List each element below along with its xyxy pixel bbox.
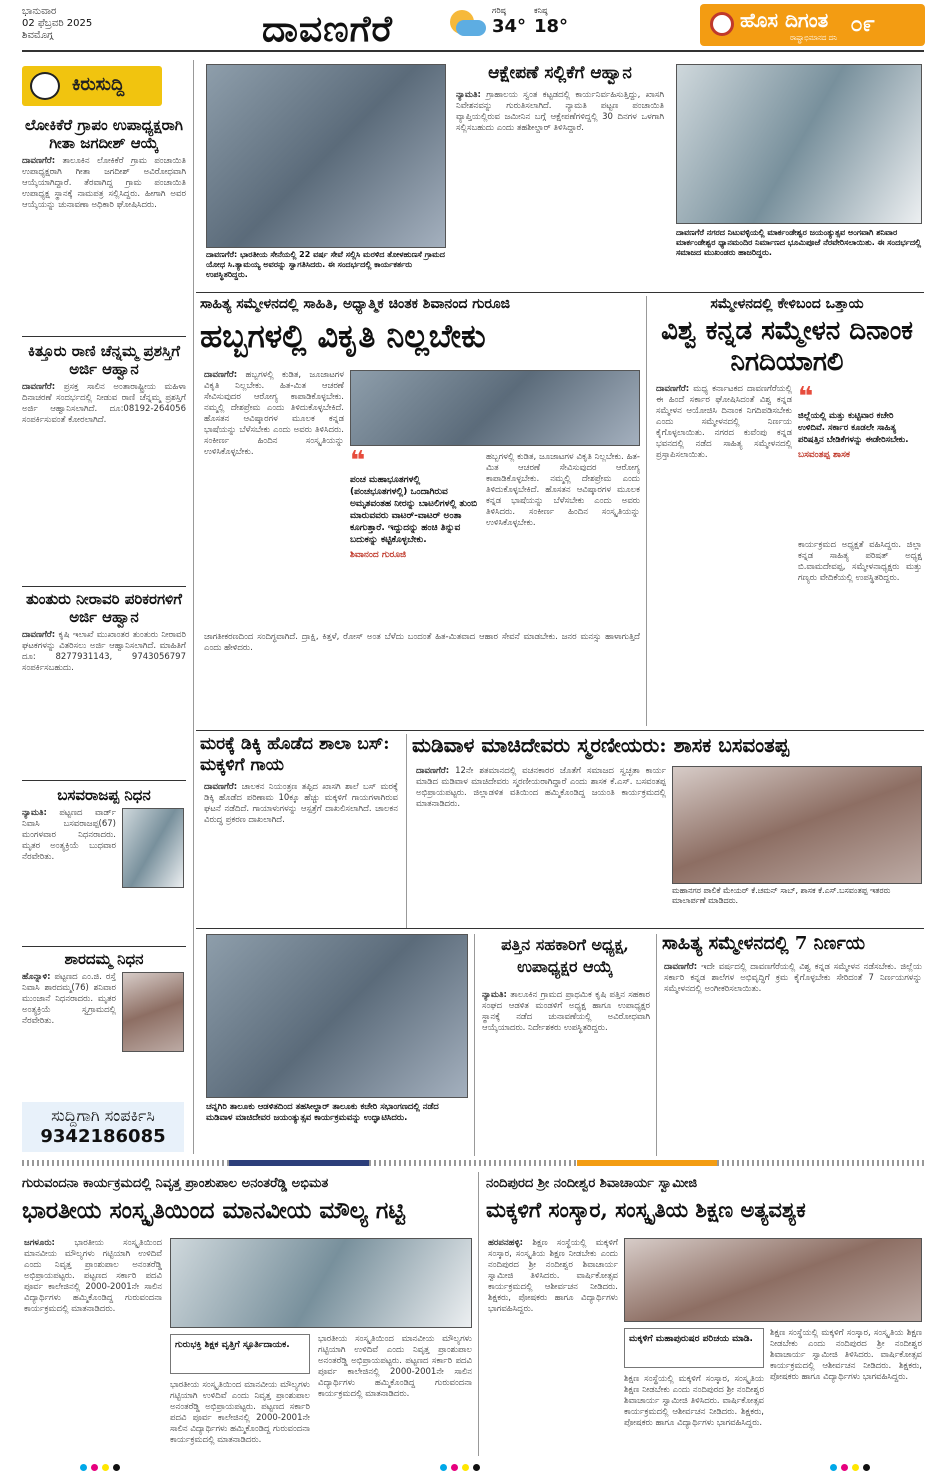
hand-pointer-icon bbox=[30, 72, 60, 100]
portrait-photo bbox=[122, 972, 184, 1052]
brand-logo bbox=[700, 4, 925, 46]
brief-body: ತಾಲೂಕಿನ ಲೋಕಿಕೆರೆ ಗ್ರಾಮ ಪಂಚಾಯಿತಿ ಉಪಾಧ್ಯಕ್ಷರಾಗಿ ಗೀತಾ ಜಗದೀಶ್ ಅವಿರೋಧವಾಗಿ ಆಯ್ಕೆಯಾಗಿದ್ದಾರೆ. ತೆರವಾಗಿದ್ದ ಗ್ರಾಮ ಪಂಚಾಯಿತಿ ಉಪಾಧ್ಯಕ್ಷ ಸ್ಥಾನಕ್ಕೆ ನಾಮಪತ್ರ ಸಲ್ಲಿಸಿದ್ದರು. ಹೀಗಾಗಿ ಅವರ ಆಯ್ಕೆಯನ್ನು ಚುನಾವಣಾ ಅಧಿಕಾರಿ ಘೋಷಿಸಿದರು. bbox=[22, 156, 186, 210]
pull-quote: ❝ ಜಿಲ್ಲೆಯಲ್ಲಿ ಮತ್ತು ಕುಟ್ಟಿವಾರ ಕಚೇರಿ ಉಳಿದಿವೆ. ಸರ್ಕಾರ ಕೂಡಲೇ ಸಾಹಿತ್ಯ ಪರಿಷತ್ತಿನ ಬೇಡಿಕೆಗಳನ್ನು ಈಡೇರಿಸಬೇಕು. ಬಸವಂತಪ್ಪ ಶಾಸಕ bbox=[798, 384, 922, 534]
contact-box bbox=[22, 1102, 184, 1152]
brief-body: ಪ್ರಸಕ್ತ ಸಾಲಿನ ಅಂತಾರಾಷ್ಟ್ರೀಯ ಮಹಿಳಾ ದಿನಾಚರಣೆ ಸಂದರ್ಭದಲ್ಲಿ ನೀಡುವ ರಾಣಿ ಚೆನ್ನಮ್ಮ ಪ್ರಶಸ್ತಿಗೆ ಅರ್ಜಿ ಆಹ್ವಾನಿಸಲಾಗಿದೆ. ದೂ:08192-264056 ಸಂಪರ್ಕಿಸುವಂತೆ ಕೋರಲಾಗಿದೆ. bbox=[22, 382, 186, 425]
pull-quote: ❝ ಪಂಚ ಮಹಾಭೂತಗಳಲ್ಲಿ (ಪಂಚಭೂತಗಳಲ್ಲಿ) ಒಂದಾಗಿರುವ ಅಮೃತವಂತಹ ನೀರನ್ನು ಬಾಟಲಿಗಳಲ್ಲಿ ತುಂಬಿ ಮಾರುವವರು ವಾಟರ್-ವಾಟರ್ ಅಂತಾ ಕೂಗುತ್ತಾರೆ. ಇದ್ದುದನ್ನು ಹಂಚಿ ತಿನ್ನುವ ಬದುಕನ್ನು ಕಟ್ಟಿಕೊಳ್ಳಬೇಕು. ಶಿವಾನಂದ ಗುರೂಜಿ bbox=[350, 448, 480, 628]
photo-caption: ದಾವಣಗೆರೆ: ಭಾರತೀಯ ಸೇನೆಯಲ್ಲಿ 22 ವರ್ಷ ಸೇವೆ ಸಲ್ಲಿಸಿ ಮರಳಿದ ತೋಳಹುಣಸೆ ಗ್ರಾಮದ ಯೋಧ ಸಿ.ತ್ಯಾಮಯ್ಯ ಅವರನ್ನು ಸ್ವಾಗತಿಸಿದರು. ಈ ಸಂದರ್ಭದಲ್ಲಿ ಕಾರ್ಯಕರ್ತರು ಉಪಸ್ಥಿತರಿದ್ದರು. bbox=[206, 250, 445, 279]
brief-title: ಲೋಕಿಕೆರೆ ಗ್ರಾಪಂ ಉಪಾಧ್ಯಕ್ಷರಾಗಿ ಗೀತಾ ಜಗದೀಶ್ ಆಯ್ಕೆ bbox=[24, 116, 183, 152]
divider bbox=[22, 586, 186, 587]
column-divider bbox=[478, 1172, 479, 1456]
story-kicker: ಸಮ್ಮೇಳನದಲ್ಲಿ ಕೇಳಿಬಂದ ಒತ್ತಾಯ bbox=[710, 296, 864, 312]
story-body-cont: ಶಿಕ್ಷಣ ಸಂಸ್ಥೆಯಲ್ಲಿ ಮಕ್ಕಳಿಗೆ ಸಂಸ್ಕಾರ, ಸಂಸ್ಕೃತಿಯ ಶಿಕ್ಷಣ ನೀಡಬೇಕು ಎಂದು ನಂದಿಪುರದ ಶ್ರೀ ನಂದೀಶ್ವರ ಶಿವಾಚಾರ್ಯ ಸ್ವಾಮೀಜಿ ತಿಳಿಸಿದರು. ವಾರ್ಷಿಕೋತ್ಸವ ಕಾರ್ಯಕ್ರಮದಲ್ಲಿ ಆಶೀರ್ವಚನ ನೀಡಿದರು. ಶಿಕ್ಷಕರು, ಪೋಷಕರು ಹಾಗೂ ವಿದ್ಯಾರ್ಥಿಗಳು ಭಾಗವಹಿಸಿದ್ದರು. bbox=[624, 1374, 764, 1428]
news-photo bbox=[676, 64, 922, 224]
story-body-cont: ಭಾರತೀಯ ಸಂಸ್ಕೃತಿಯಿಂದ ಮಾನವೀಯ ಮೌಲ್ಯಗಳು ಗಟ್ಟಿಯಾಗಿ ಉಳಿದಿವೆ ಎಂದು ನಿವೃತ್ತ ಪ್ರಾಂಶುಪಾಲ ಅನಂತರೆಡ್ಡಿ ಅಭಿಪ್ರಾಯಪಟ್ಟರು. ಪಟ್ಟಣದ ಸರ್ಕಾರಿ ಪದವಿ ಪೂರ್ವ ಕಾಲೇಜಿನಲ್ಲಿ 2000-2001ನೇ ಸಾಲಿನ ವಿದ್ಯಾರ್ಥಿಗಳು ಹಮ್ಮಿಕೊಂಡಿದ್ದ ಗುರುವಂದನಾ ಕಾರ್ಯಕ್ರಮದಲ್ಲಿ ಮಾತನಾಡಿದರು. bbox=[170, 1380, 310, 1445]
column-divider bbox=[406, 734, 407, 928]
story-headline: ಭಾರತೀಯ ಸಂಸ್ಕೃತಿಯಿಂದ ಮಾನವೀಯ ಮೌಲ್ಯ ಗಟ್ಟಿ bbox=[22, 1198, 406, 1224]
story-body-cont: ಭಾರತೀಯ ಸಂಸ್ಕೃತಿಯಿಂದ ಮಾನವೀಯ ಮೌಲ್ಯಗಳು ಗಟ್ಟಿಯಾಗಿ ಉಳಿದಿವೆ ಎಂದು ನಿವೃತ್ತ ಪ್ರಾಂಶುಪಾಲ ಅನಂತರೆಡ್ಡಿ ಅಭಿಪ್ರಾಯಪಟ್ಟರು. ಪಟ್ಟಣದ ಸರ್ಕಾರಿ ಪದವಿ ಪೂರ್ವ ಕಾಲೇಜಿನಲ್ಲಿ 2000-2001ನೇ ಸಾಲಿನ ವಿದ್ಯಾರ್ಥಿಗಳು ಹಮ್ಮಿಕೊಂಡಿದ್ದ ಗುರುವಂದನಾ ಕಾರ್ಯಕ್ರಮದಲ್ಲಿ ಮಾತನಾಡಿದರು. bbox=[318, 1334, 472, 1399]
story-body: ದಾವಣಗೆರೆ: ಇದೇ ವರ್ಷದಲ್ಲಿ ದಾವಣಗೆರೆಯಲ್ಲಿ ವಿಶ್ವ ಕನ್ನಡ ಸಮ್ಮೇಳನ ನಡೆಸಬೇಕು. ಜಿಲ್ಲೆಯ ಸರ್ಕಾರಿ ಕನ್ನಡ ಶಾಲೆಗಳ ಅಭಿವೃದ್ಧಿಗೆ ಕ್ರಮ ಕೈಗೊಳ್ಳಬೇಕು ಸೇರಿದಂತೆ 7 ನಿರ್ಣಯಗಳನ್ನು ಸಮ್ಮೇಳನದಲ್ಲಿ ಅಂಗೀಕರಿಸಲಾಯಿತು. bbox=[664, 962, 922, 994]
max-temp: ಗರಿಷ್ಠ 34° bbox=[492, 6, 527, 37]
kiru-suddi-banner bbox=[22, 66, 162, 106]
divider bbox=[22, 780, 186, 781]
masthead-info bbox=[22, 6, 202, 42]
photo-caption: ದಾವಣಗೆರೆ ನಗರದ ನಿಟುವಳ್ಳಿಯಲ್ಲಿ ಮಾರ್ಕಂಡೇಶ್ವರ ಜಯಂತ್ಯುತ್ಸವ ಅಂಗವಾಗಿ ಶನಿವಾರ ಮಾರ್ಕಂಡೇಶ್ವರ ಧ್ಯಾನಮಂದಿರ ನಿರ್ಮಾಣದ ಭೂಮಿಪೂಜೆ ನೆರವೇರಿಸಲಾಯಿತು. ಈ ಸಂದರ್ಭದಲ್ಲಿ ಸಮಾಜದ ಮುಖಂಡರು ಹಾಜರಿದ್ದರು. bbox=[676, 228, 922, 257]
registration-marks bbox=[830, 1464, 870, 1471]
news-photo bbox=[672, 766, 922, 884]
story-body-cont: ಶಿಕ್ಷಣ ಸಂಸ್ಥೆಯಲ್ಲಿ ಮಕ್ಕಳಿಗೆ ಸಂಸ್ಕಾರ, ಸಂಸ್ಕೃತಿಯ ಶಿಕ್ಷಣ ನೀಡಬೇಕು ಎಂದು ನಂದಿಪುರದ ಶ್ರೀ ನಂದೀಶ್ವರ ಶಿವಾಚಾರ್ಯ ಸ್ವಾಮೀಜಿ ತಿಳಿಸಿದರು. ವಾರ್ಷಿಕೋತ್ಸವ ಕಾರ್ಯಕ್ರಮದಲ್ಲಿ ಆಶೀರ್ವಚನ ನೀಡಿದರು. ಶಿಕ್ಷಕರು, ಪೋಷಕರು ಹಾಗೂ ವಿದ್ಯಾರ್ಥಿಗಳು ಭಾಗವಹಿಸಿದ್ದರು. bbox=[770, 1328, 922, 1382]
story-body: ದಾವಣಗೆರೆ: 12ನೇ ಶತಮಾನದಲ್ಲಿ ವಚನಕಾರರ ಜೊತೆಗೆ ಸಮಾಜದ ಸ್ವಚ್ಛತಾ ಕಾರ್ಯ ಮಾಡಿದ ಮಡಿವಾಳ ಮಾಚಿದೇವರು ಸ್ಮರಣೀಯರಾಗಿದ್ದಾರೆ ಎಂದು ಶಾಸಕ ಕೆ.ಎಸ್. ಬಸವಂತಪ್ಪ ಅಭಿಪ್ರಾಯಪಟ್ಟರು. ಜಿಲ್ಲಾಡಳಿತ ವತಿಯಿಂದ ಹಮ್ಮಿಕೊಂಡಿದ್ದ ಜಯಂತಿ ಕಾರ್ಯಕ್ರಮದಲ್ಲಿ ಮಾತನಾಡಿದರು. bbox=[416, 766, 666, 809]
story-headline: ಆಕ್ಷೇಪಣೆ ಸಲ್ಲಿಕೆಗೆ ಆಹ್ವಾನ bbox=[488, 64, 632, 83]
masthead-rule bbox=[22, 50, 924, 52]
brand-tagline: ರಾಷ್ಟ್ರಾಭಿಮಾನದ ದನಿ bbox=[790, 34, 838, 42]
story-body: ಜಗಳೂರು: ಭಾರತೀಯ ಸಂಸ್ಕೃತಿಯಿಂದ ಮಾನವೀಯ ಮೌಲ್ಯಗಳು ಗಟ್ಟಿಯಾಗಿ ಉಳಿದಿವೆ ಎಂದು ನಿವೃತ್ತ ಪ್ರಾಂಶುಪಾಲ ಅನಂತರೆಡ್ಡಿ ಅಭಿಪ್ರಾಯಪಟ್ಟರು. ಪಟ್ಟಣದ ಸರ್ಕಾರಿ ಪದವಿ ಪೂರ್ವ ಕಾಲೇಜಿನಲ್ಲಿ 2000-2001ನೇ ಸಾಲಿನ ವಿದ್ಯಾರ್ಥಿಗಳು ಹಮ್ಮಿಕೊಂಡಿದ್ದ ಗುರುವಂದನಾ ಕಾರ್ಯಕ್ರಮದಲ್ಲಿ ಮಾತನಾಡಿದರು. bbox=[24, 1238, 162, 1314]
obituary-body: ಪಟ್ಟಣದ ವಾರ್ಡ್ ನಿವಾಸಿ ಬಸವರಾಜಪ್ಪ(67) ಮಂಗಳವಾರ ನಿಧನರಾದರು. ಮೃತರ ಅಂತ್ಯಕ್ರಿಯೆ ಬುಧವಾರ ನೆರವೇರಿತು. bbox=[22, 808, 116, 862]
story-headline: ಮಕ್ಕಳಿಗೆ ಸಂಸ್ಕಾರ, ಸಂಸ್ಕೃತಿಯ ಶಿಕ್ಷಣ ಅತ್ಯವಶ್ಯಕ bbox=[486, 1198, 806, 1222]
brief-title: ಕಿತ್ತೂರು ರಾಣಿ ಚೆನ್ನಮ್ಮ ಪ್ರಶಸ್ತಿಗೆ ಅರ್ಜಿ ಆಹ್ವಾನ bbox=[27, 342, 180, 378]
obituary-title: ಬಸವರಾಜಪ್ಪ ನಿಧನ bbox=[57, 786, 151, 804]
column-divider bbox=[646, 296, 647, 726]
brand-title: ಹೊಸ ದಿಗಂತ bbox=[740, 8, 829, 32]
photo-caption: ಚನ್ನಗಿರಿ ತಾಲೂಕು ಆಡಳಿತದಿಂದ ತಹಸೀಲ್ದಾರ್ ತಾಲೂಕು ಕಚೇರಿ ಸಭಾಂಗಣದಲ್ಲಿ ನಡೆದ ಮಡಿವಾಳ ಮಾಚಿದೇವರ ಜಯಂತ್ಯುತ್ಸವ ಕಾರ್ಯಕ್ರಮವನ್ನು ಉದ್ಘಾಟಿಸಿದರು. bbox=[206, 1102, 439, 1123]
brand-emblem-icon bbox=[710, 12, 734, 36]
story-headline: ಮರಕ್ಕೆ ಡಿಕ್ಕಿ ಹೊಡೆದ ಶಾಲಾ ಬಸ್: ಮಕ್ಕಳಿಗೆ ಗಾಯ bbox=[200, 734, 390, 775]
column-divider bbox=[474, 934, 475, 1156]
info-box: ಮಕ್ಕಳಿಗೆ ಮಹಾಪುರುಷರ ಪರಿಚಯ ಮಾಡಿ. bbox=[624, 1328, 764, 1368]
divider bbox=[196, 928, 924, 929]
page-number: ೦೯ bbox=[850, 12, 875, 37]
quote-mark-icon: ❝ bbox=[350, 448, 366, 476]
brief-title: ತುಂತುರು ನೀರಾವರಿ ಪರಿಕರಗಳಿಗೆ ಅರ್ಜಿ ಆಹ್ವಾನ bbox=[26, 590, 182, 626]
divider bbox=[22, 946, 186, 947]
lead-body-cont: ಜಾಗತೀಕರಣದಿಂದ ಸಂದಿಗ್ಧವಾಗಿದೆ. ದ್ರಾಕ್ಷಿ, ಕಿತ್ತಳೆ, ರೋಸ್ ಅಂತ ಬೆಳೆದು ಬಂದಂತೆ ಹಿತ-ಮಿತವಾದ ಆಹಾರ ಸೇವನೆ ಮಾಡಬೇಕು. ಜನರ ಮನಸ್ಸು ಹಾಳಾಗುತ್ತಿದೆ ಎಂದು ಹೇಳಿದರು. bbox=[204, 632, 640, 653]
issue-day: ಭಾನುವಾರ bbox=[22, 6, 57, 17]
story-headline: ಸಾಹಿತ್ಯ ಸಮ್ಮೇಳನದಲ್ಲಿ 7 ನಿರ್ಣಯ bbox=[662, 934, 866, 954]
brief-item: ಲೋಕಿಕೆರೆ ಗ್ರಾಪಂ ಉಪಾಧ್ಯಕ್ಷರಾಗಿ ಗೀತಾ ಜಗದೀಶ್ ಆಯ್ಕೆ ದಾವಣಗೆರೆ: ತಾಲೂಕಿನ ಲೋಕಿಕೆರೆ ಗ್ರಾಮ ಪಂಚಾಯಿತಿ ಉಪಾಧ್ಯಕ್ಷರಾಗಿ ಗೀತಾ ಜಗದೀಶ್ ಅವಿರೋಧವಾಗಿ ಆಯ್ಕೆಯಾಗಿದ್ದಾರೆ. ತೆರವಾಗಿದ್ದ ಗ್ರಾಮ ಪಂಚಾಯಿತಿ ಉಪಾಧ್ಯಕ್ಷ ಸ್ಥಾನಕ್ಕೆ ನಾಮಪತ್ರ ಸಲ್ಲಿಸಿದ್ದರು. ಹೀಗಾಗಿ ಅವರ ಆಯ್ಕೆಯನ್ನು ಚುನಾವಣಾ ಅಧಿಕಾರಿ ಘೋಷಿಸಿದರು. bbox=[22, 116, 186, 210]
brief-item: ಕಿತ್ತೂರು ರಾಣಿ ಚೆನ್ನಮ್ಮ ಪ್ರಶಸ್ತಿಗೆ ಅರ್ಜಿ ಆಹ್ವಾನ ದಾವಣಗೆರೆ: ಪ್ರಸಕ್ತ ಸಾಲಿನ ಅಂತಾರಾಷ್ಟ್ರೀಯ ಮಹಿಳಾ ದಿನಾಚರಣೆ ಸಂದರ್ಭದಲ್ಲಿ ನೀಡುವ ರಾಣಿ ಚೆನ್ನಮ್ಮ ಪ್ರಶಸ್ತಿಗೆ ಅರ್ಜಿ ಆಹ್ವಾನಿಸಲಾಗಿದೆ. ದೂ:08192-264056 ಸಂಪರ್ಕಿಸುವಂತೆ ಕೋರಲಾಗಿದೆ. bbox=[22, 342, 186, 425]
story-objection: ಆಕ್ಷೇಪಣೆ ಸಲ್ಲಿಕೆಗೆ ಆಹ್ವಾನ ನ್ಯಾಮತಿ: ಗ್ರಾಹಾಲಯ ಸ್ವಂತ ಕಟ್ಟಡದಲ್ಲಿ ಕಾರ್ಯನಿರ್ವಹಿಸುತ್ತಿದ್ದು, ಖಾಸಗಿ ನಿವೇಶನವನ್ನು ಗುರುತಿಸಲಾಗಿದೆ. ನ್ಯಾಮತಿ ಪಟ್ಟಣ ಪಂಚಾಯಿತಿ ವ್ಯಾಪ್ತಿಯಲ್ಲಿರುವ ಜಮೀನಿನ ಬಗ್ಗೆ ಆಕ್ಷೇಪಣೆಗಳಿದ್ದಲ್ಲಿ 30 ದಿನಗಳ ಒಳಗಾಗಿ ಸಲ್ಲಿಸಬಹುದು ಎಂದು ತಹಶೀಲ್ದಾರ್ ತಿಳಿಸಿದ್ದಾರೆ. bbox=[456, 64, 664, 133]
min-temp: ಕನಿಷ್ಠ 18° bbox=[534, 6, 569, 37]
divider bbox=[196, 292, 924, 293]
photo-caption: ಮಹಾನಗರ ಪಾಲಿಕೆ ಮೇಯರ್ ಕೆ.ಚಮನ್ ಸಾಬ್, ಶಾಸಕ ಕೆ.ಎಸ್.ಬಸವಂತಪ್ಪ ಇತರರು ಮಾಲಾರ್ಪಣೆ ಮಾಡಿದರು. bbox=[672, 886, 891, 905]
registration-marks bbox=[80, 1464, 120, 1471]
news-photo bbox=[206, 64, 446, 248]
divider bbox=[22, 336, 186, 337]
kiru-label: ಕಿರುಸುದ್ದಿ bbox=[72, 74, 125, 95]
edition-name: ಶಿವಮೊಗ್ಗ bbox=[22, 30, 54, 41]
registration-marks bbox=[440, 1464, 480, 1471]
obituary-item: ಶಾರದಮ್ಮ ನಿಧನ ಹೊನ್ನಾಳಿ: ಪಟ್ಟಣದ ಎಂ.ಜಿ. ರಸ್ತೆ ನಿವಾಸಿ ಶಾರದಮ್ಮ(76) ಶನಿವಾರ ಮುಂಜಾನೆ ನಿಧನರಾದರು. ಮೃತರ ಅಂತ್ಯಕ್ರಿಯೆ ಸ್ವಗ್ರಾಮದಲ್ಲಿ ನೆರವೇರಿತು. bbox=[22, 950, 186, 1096]
brief-item: ತುಂತುರು ನೀರಾವರಿ ಪರಿಕರಗಳಿಗೆ ಅರ್ಜಿ ಆಹ್ವಾನ ದಾವಣಗೆರೆ: ಕೃಷಿ ಇಲಾಖೆ ಮುಖಾಂತರ ತುಂತುರು ನೀರಾವರಿ ಘಟಕಗಳನ್ನು ವಿತರಿಸಲು ಅರ್ಜಿ ಆಹ್ವಾನಿಸಲಾಗಿದೆ. ಮಾಹಿತಿಗೆ ದೂ: 8277931143, 9743056797 ಸಂಪರ್ಕಿಸಬಹುದು. bbox=[22, 590, 186, 673]
weather-widget bbox=[446, 6, 576, 46]
story-headline: ಮಡಿವಾಳ ಮಾಚಿದೇವರು ಸ್ಮರಣೀಯರು: ಶಾಸಕ ಬಸವಂತಪ್ಪ bbox=[412, 734, 790, 757]
story-body: ನ್ಯಾಮತಿ: ತಾಲೂಕಿನ ಗ್ರಾಮದ ಪ್ರಾಥಮಿಕ ಕೃಷಿ ಪತ್ತಿನ ಸಹಕಾರ ಸಂಘದ ಆಡಳಿತ ಮಂಡಳಿಗೆ ಅಧ್ಯಕ್ಷ ಹಾಗೂ ಉಪಾಧ್ಯಕ್ಷರ ಸ್ಥಾನಕ್ಕೆ ನಡೆದ ಚುನಾವಣೆಯಲ್ಲಿ ಅವಿರೋಧವಾಗಿ ಆಯ್ಕೆಯಾದರು. ನಿರ್ದೇಶಕರು ಉಪಸ್ಥಿತರಿದ್ದರು. bbox=[482, 990, 650, 1033]
obituary-body: ಪಟ್ಟಣದ ಎಂ.ಜಿ. ರಸ್ತೆ ನಿವಾಸಿ ಶಾರದಮ್ಮ(76) ಶನಿವಾರ ಮುಂಜಾನೆ ನಿಧನರಾದರು. ಮೃತರ ಅಂತ್ಯಕ್ರಿಯೆ ಸ್ವಗ್ರಾಮದಲ್ಲಿ ನೆರವೇರಿತು. bbox=[22, 972, 116, 1026]
story-body-cont: ಕಾರ್ಯಕ್ರಮದ ಅಧ್ಯಕ್ಷತೆ ವಹಿಸಿದ್ದರು. ಜಿಲ್ಲಾ ಕನ್ನಡ ಸಾಹಿತ್ಯ ಪರಿಷತ್ ಅಧ್ಯಕ್ಷ ಬಿ.ವಾಮದೇವಪ್ಪ, ಸಮ್ಮೇಳನಾಧ್ಯಕ್ಷರು ಮತ್ತು ಗಣ್ಯರು ವೇದಿಕೆಯಲ್ಲಿ ಉಪಸ್ಥಿತರಿದ್ದರು. bbox=[798, 540, 922, 583]
story-body: ಹರಪನಹಳ್ಳಿ: ಶಿಕ್ಷಣ ಸಂಸ್ಥೆಯಲ್ಲಿ ಮಕ್ಕಳಿಗೆ ಸಂಸ್ಕಾರ, ಸಂಸ್ಕೃತಿಯ ಶಿಕ್ಷಣ ನೀಡಬೇಕು ಎಂದು ನಂದಿಪುರದ ಶ್ರೀ ನಂದೀಶ್ವರ ಶಿವಾಚಾರ್ಯ ಸ್ವಾಮೀಜಿ ತಿಳಿಸಿದರು. ವಾರ್ಷಿಕೋತ್ಸವ ಕಾರ್ಯಕ್ರಮದಲ್ಲಿ ಆಶೀರ್ವಚನ ನೀಡಿದರು. ಶಿಕ್ಷಕರು, ಪೋಷಕರು ಹಾಗೂ ವಿದ್ಯಾರ್ಥಿಗಳು ಭಾಗವಹಿಸಿದ್ದರು. bbox=[488, 1238, 618, 1314]
lead-headline: ಹಬ್ಬಗಳಲ್ಲಿ ವಿಕೃತಿ ನಿಲ್ಲಬೇಕು bbox=[200, 318, 486, 355]
story-kicker: ನಂದಿಪುರದ ಶ್ರೀ ನಂದೀಶ್ವರ ಶಿವಾಚಾರ್ಯ ಸ್ವಾಮೀಜಿ bbox=[486, 1176, 698, 1191]
brief-body: ಕೃಷಿ ಇಲಾಖೆ ಮುಖಾಂತರ ತುಂತುರು ನೀರಾವರಿ ಘಟಕಗಳನ್ನು ವಿತರಿಸಲು ಅರ್ಜಿ ಆಹ್ವಾನಿಸಲಾಗಿದೆ. ಮಾಹಿತಿಗೆ ದೂ: 8277931143, 9743056797 ಸಂಪರ್ಕಿಸಬಹುದು. bbox=[22, 630, 186, 673]
news-photo bbox=[624, 1238, 922, 1322]
story-headline: ವಿಶ್ವ ಕನ್ನಡ ಸಮ್ಮೇಳನ ದಿನಾಂಕ ನಿಗದಿಯಾಗಲಿ bbox=[661, 316, 913, 377]
info-box: ಗುರುಭಕ್ತಿ ಶಿಕ್ಷಕ ವೃತ್ತಿಗೆ ಸ್ಫೂರ್ತಿದಾಯಕ. bbox=[170, 1334, 310, 1374]
column-divider bbox=[193, 60, 194, 1154]
story-kicker: ಗುರುವಂದನಾ ಕಾರ್ಯಕ್ರಮದಲ್ಲಿ ನಿವೃತ್ತ ಪ್ರಾಂಶುಪಾಲ ಅನಂತರೆಡ್ಡಿ ಅಭಿಮತ bbox=[22, 1176, 329, 1191]
quote-mark-icon: ❝ bbox=[798, 384, 814, 412]
cloud-icon bbox=[456, 20, 486, 36]
news-photo bbox=[350, 370, 640, 446]
section-band bbox=[22, 1160, 924, 1166]
lead-body-cont: ಹಬ್ಬಗಳಲ್ಲಿ ಕುಡಿತ, ಜೂಜಾಟಗಳ ವಿಕೃತಿ ನಿಲ್ಲಬೇಕು. ಹಿತ-ಮಿತ ಆಚರಣೆ ಸೇವಿಸುವುದರ ಆರೋಗ್ಯ ಕಾಪಾಡಿಕೊಳ್ಳಬೇಕು. ನಮ್ಮಲ್ಲಿ ದೇಶಪ್ರೇಮ ಎಂದು ತಿಳಿದುಕೊಳ್ಳಬೇಕಿದೆ. ಹೊಸತನ ಆವಿಷ್ಕಾರಗಳ ಮೂಲಕ ಕನ್ನಡ ಭಾಷೆಯನ್ನು ಬೆಳೆಸಬೇಕು ಎಂದು ಅವರು ತಿಳಿಸಿದರು. ಸಂಕೀರ್ಣ ಹಿಂದಿನ ಸಂಸ್ಕೃತಿಯನ್ನು ಉಳಿಸಿಕೊಳ್ಳಬೇಕು. bbox=[486, 452, 640, 528]
column-divider bbox=[656, 934, 657, 1156]
divider bbox=[196, 730, 924, 731]
obituary-title: ಶಾರದಮ್ಮ ನಿಧನ bbox=[64, 950, 144, 968]
story-body: ದಾವಣಗೆರೆ: ಚಾಲಕನ ನಿಯಂತ್ರಣ ತಪ್ಪಿದ ಖಾಸಗಿ ಶಾಲೆ ಬಸ್ ಮರಕ್ಕೆ ಡಿಕ್ಕಿ ಹೊಡೆದ ಪರಿಣಾಮ 10ಕ್ಕೂ ಹೆಚ್ಚು ಮಕ್ಕಳಿಗೆ ಗಾಯಗಳಾಗಿರುವ ಘಟನೆ ನಡೆದಿದೆ. ಗಾಯಾಳುಗಳನ್ನು ಆಸ್ಪತ್ರೆಗೆ ದಾಖಲಿಸಲಾಗಿದೆ. ಚಾಲಕನ ವಿರುದ್ಧ ಪ್ರಕರಣ ದಾಖಲಾಗಿದೆ. bbox=[204, 782, 398, 825]
story-body: ದಾವಣಗೆರೆ: ಮಧ್ಯ ಕರ್ನಾಟಕದ ದಾವಣಗೆರೆಯಲ್ಲಿ ಈ ಹಿಂದೆ ಸರ್ಕಾರ ಘೋಷಿಸಿದಂತೆ ವಿಶ್ವ ಕನ್ನಡ ಸಮ್ಮೇಳನ ಆಯೋಜಿಸಿ ದಿನಾಂಕ ನಿಗದಿಪಡಿಸಬೇಕು ಎಂದು ಸಮ್ಮೇಳನದಲ್ಲಿ ನಿರ್ಣಯ ಕೈಗೊಳ್ಳಲಾಯಿತು. ನಗರದ ಕುವೆಂಪು ಕನ್ನಡ ಭವನದಲ್ಲಿ ನಡೆದ ಸಾಹಿತ್ಯ ಸಮ್ಮೇಳನದಲ್ಲಿ ಪ್ರಸ್ತಾಪಿಸಲಾಯಿತು. bbox=[656, 384, 792, 460]
lead-kicker: ಸಾಹಿತ್ಯ ಸಮ್ಮೇಳನದಲ್ಲಿ ಸಾಹಿತಿ, ಅಧ್ಯಾತ್ಮಿಕ ಚಿಂತಕ ಶಿವಾನಂದ ಗುರೂಜಿ bbox=[200, 296, 511, 312]
story-body: ಗ್ರಾಹಾಲಯ ಸ್ವಂತ ಕಟ್ಟಡದಲ್ಲಿ ಕಾರ್ಯನಿರ್ವಹಿಸುತ್ತಿದ್ದು, ಖಾಸಗಿ ನಿವೇಶನವನ್ನು ಗುರುತಿಸಲಾಗಿದೆ. ನ್ಯಾಮತಿ ಪಟ್ಟಣ ಪಂಚಾಯಿತಿ ವ್ಯಾಪ್ತಿಯಲ್ಲಿರುವ ಜಮೀನಿನ ಬಗ್ಗೆ ಆಕ್ಷೇಪಣೆಗಳಿದ್ದಲ್ಲಿ 30 ದಿನಗಳ ಒಳಗಾಗಿ ಸಲ್ಲಿಸಬಹುದು ಎಂದು ತಹಶೀಲ್ದಾರ್ ತಿಳಿಸಿದ್ದಾರೆ. bbox=[456, 89, 664, 133]
contact-phone: 9342186085 bbox=[40, 1126, 166, 1147]
issue-date: 02 ಫೆಬ್ರವರಿ 2025 bbox=[22, 18, 93, 29]
lead-body: ದಾವಣಗೆರೆ: ಹಬ್ಬಗಳಲ್ಲಿ ಕುಡಿತ, ಜೂಜಾಟಗಳ ವಿಕೃತಿ ನಿಲ್ಲಬೇಕು. ಹಿತ-ಮಿತ ಆಚರಣೆ ಸೇವಿಸುವುದರ ಆರೋಗ್ಯ ಕಾಪಾಡಿಕೊಳ್ಳಬೇಕು. ನಮ್ಮಲ್ಲಿ ದೇಶಪ್ರೇಮ ಎಂದು ತಿಳಿದುಕೊಳ್ಳಬೇಕಿದೆ. ಹೊಸತನ ಆವಿಷ್ಕಾರಗಳ ಮೂಲಕ ಕನ್ನಡ ಭಾಷೆಯನ್ನು ಬೆಳೆಸಬೇಕು ಎಂದು ಅವರು ತಿಳಿಸಿದರು. ಸಂಕೀರ್ಣ ಹಿಂದಿನ ಸಂಸ್ಕೃತಿಯನ್ನು ಉಳಿಸಿಕೊಳ್ಳಬೇಕು. bbox=[204, 370, 344, 457]
obituary-item: ಬಸವರಾಜಪ್ಪ ನಿಧನ ನ್ಯಾಮತಿ: ಪಟ್ಟಣದ ವಾರ್ಡ್ ನಿವಾಸಿ ಬಸವರಾಜಪ್ಪ(67) ಮಂಗಳವಾರ ನಿಧನರಾದರು. ಮೃತರ ಅಂತ್ಯಕ್ರಿಯೆ ಬುಧವಾರ ನೆರವೇರಿತು. bbox=[22, 786, 186, 946]
news-photo bbox=[170, 1238, 472, 1328]
contact-label: ಸುದ್ದಿಗಾಗಿ ಸಂಪರ್ಕಿಸಿ bbox=[51, 1106, 155, 1125]
story-headline: ಪತ್ತಿನ ಸಹಕಾರಿಗೆ ಅಧ್ಯಕ್ಷ, ಉಪಾಧ್ಯಕ್ಷರ ಆಯ್ಕೆ bbox=[501, 935, 629, 976]
news-photo bbox=[206, 934, 468, 1098]
page-title: ದಾವಣಗೆರೆ bbox=[262, 8, 394, 50]
portrait-photo bbox=[122, 808, 184, 888]
